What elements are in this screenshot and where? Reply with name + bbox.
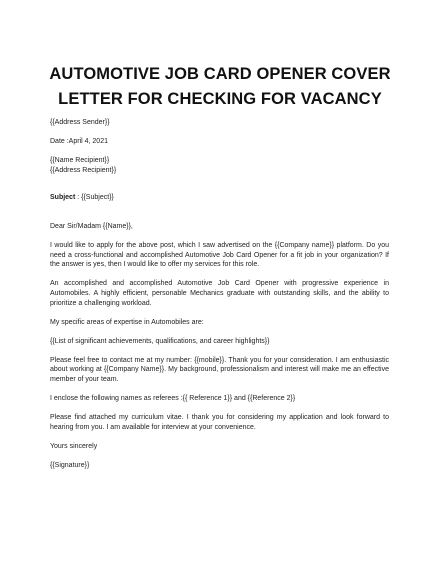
- address-recipient: {{Address Recipient}}: [50, 166, 117, 174]
- name-recipient: {{Name Recipient}}: [50, 157, 110, 165]
- paragraph-achievements: {{List of significant achievements, qualifications, and career highlights}}: [50, 337, 270, 345]
- letter-body: [50, 118, 389, 471]
- paragraph-intro: I would like to apply for the above post, which I saw advertised on the {{Company name}} platform. Do you need a cross-functional and accomplished Automotive Job Card Opener for a fit job in your organization? If the answer is yes, then I would like to offer my services for this role.: [50, 242, 389, 269]
- address-sender: {{Address Sender}}: [50, 119, 110, 126]
- letter-date: Date :April 4, 2021: [50, 138, 108, 146]
- paragraph-summary: An accomplished and accomplished Automotive Job Card Opener with progressive experience in Automobiles. A highly efficient, personable Mechanics graduate with outstanding skills, and the ability to prioritize a challenging workload.: [50, 280, 389, 307]
- signature: {{Signature}}: [50, 461, 90, 469]
- document-title: [40, 62, 400, 112]
- paragraph-contact: Please feel free to contact me at my number: {{mobile}}. Thank you for your consideration. I am enthusiastic about working at {{Company Name}}. My background, professionalism and interest will make me an effective member of your team.: [50, 356, 389, 383]
- subject-line: [50, 193, 389, 203]
- salutation: Dear Sir/Madam {{Name}},: [50, 222, 133, 230]
- paragraph-cv: Please find attached my curriculum vitae. I thank you for considering my application and look forward to hearing from you. I am available for interview at your convenience.: [50, 414, 389, 431]
- paragraph-referees: I enclose the following names as referees :{{ Reference 1}} and {{Reference 2}}: [50, 395, 296, 403]
- subject-label: Subject: [50, 194, 76, 202]
- title-line-1: AUTOMOTIVE JOB CARD OPENER COVER: [49, 65, 391, 83]
- paragraph-expertise-intro: My specific areas of expertise in Automobiles are:: [50, 318, 204, 326]
- closing: Yours sincerely: [50, 442, 98, 450]
- title-line-2: LETTER FOR CHECKING FOR VACANCY: [58, 90, 382, 108]
- subject-value: : {{Subject}}: [75, 194, 114, 202]
